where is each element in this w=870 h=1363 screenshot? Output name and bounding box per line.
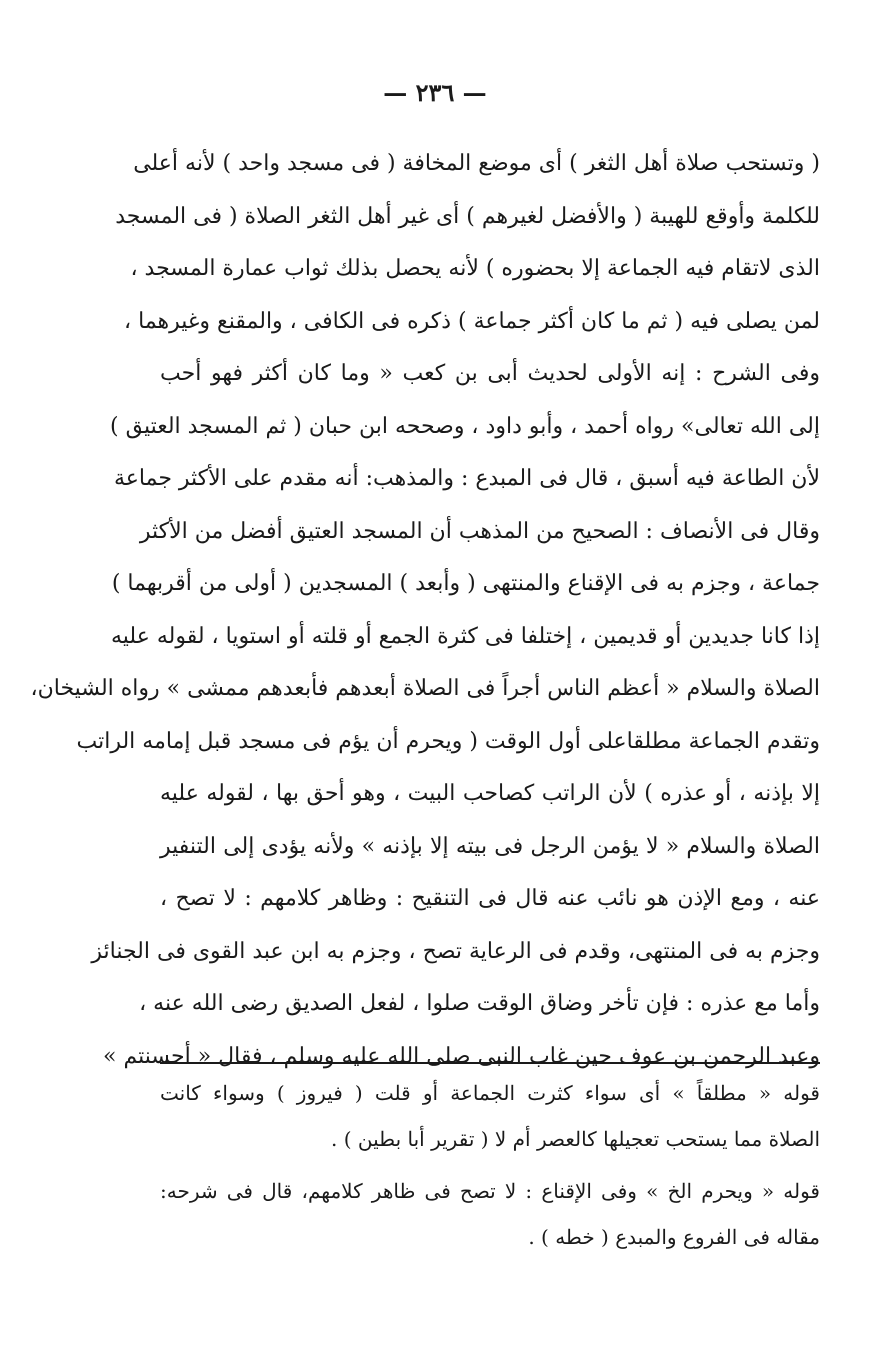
text-line: لأن الطاعة فيه أسبق ، قال فى المبدع : والمذهب: أنه مقدم على الأكثر جماعة [113,466,820,491]
footnote-separator [160,1062,820,1064]
footnote [160,1168,820,1260]
text-line: عنه ، ومع الإذن هو نائب عنه قال فى التنقيح : وظاهر كلامهم : لا تصح ، [160,886,820,911]
footnote-line: قوله « ويحرم الخ » وفى الإقناع : لا تصح فى ظاهر كلامهم، قال فى شرحه: [160,1179,820,1203]
text-line: ( وتستحب صلاة أهل الثغر ) أى موضع المخافة ( فى مسجد واحد ) لأنه أعلى [133,151,820,176]
footnote-line: مقاله فى الفروع والمبدع ( خطه ) . [528,1225,820,1249]
text-line: إذا كانا جديدين أو قديمين ، إختلفا فى كثرة الجمع أو قلته أو استويا ، لقوله عليه [111,623,820,649]
text-line: وأما مع عذره : فإن تأخر وضاق الوقت صلوا ، لفعل الصديق رضى الله عنه ، [139,991,820,1016]
text-line: وعبد الرحمن بن عوف حين غاب النبى صلى الله عليه وسلم ، فقال « أحسنتم » [103,1043,820,1069]
text-line: الصلاة والسلام « أعظم الناس أجراً فى الصلاة أبعدهم فأبعدهم ممشى » رواه الشيخان، [30,676,820,701]
footnote [160,1070,820,1162]
text-line: للكلمة وأوقع للهيبة ( والأفضل لغيرهم ) أى غير أهل الثغر الصلاة ( فى المسجد [115,203,820,229]
text-line: إلى الله تعالى» رواه أحمد ، وأبو داود ، وصححه ابن حبان ( ثم المسجد العتيق ) [110,413,820,439]
text-line: وقال فى الأنصاف : الصحيح من المذهب أن المسجد العتيق أفضل من الأكثر [139,518,820,544]
text-line: الذى لاتقام فيه الجماعة إلا بحضوره ) لأنه يحصل بذلك ثواب عمارة المسجد ، [130,256,820,281]
footnote-line: قوله « مطلقاً » أى سواء كثرت الجماعة أو قلت ( فيروز ) وسواء كانت [160,1081,820,1105]
footnotes [160,1070,820,1266]
text-line: لمن يصلى فيه ( ثم ما كان أكثر جماعة ) ذكره فى الكافى ، والمقنع وغيرهما ، [124,308,820,334]
text-line: وفى الشرح : إنه الأولى لحديث أبى بن كعب « وما كان أكثر فهو أحب [160,361,820,386]
text-line: إلا بإذنه ، أو عذره ) لأن الراتب كصاحب البيت ، وهو أحق بها ، لقوله عليه [160,781,820,806]
text-line: وتقدم الجماعة مطلقاعلى أول الوقت ( ويحرم أن يؤم فى مسجد قبل إمامه الراتب [76,728,820,754]
text-line: جماعة ، وجزم به فى الإقناع والمنتهى ( وأبعد ) المسجدين ( أولى من أقربهما ) [111,571,820,596]
main-text-body [30,138,820,1083]
footnote-line: الصلاة مما يستحب تعجيلها كالعصر أم لا ( تقرير أبا بطين ) . [331,1127,820,1151]
page-number: — ٢٣٦ — [383,78,487,107]
text-line: الصلاة والسلام « لا يؤمن الرجل فى بيته إلا بإذنه » ولأنه يؤدى إلى التنفير [160,833,820,859]
text-line: وجزم به فى المنتهى، وقدم فى الرعاية تصح ، وجزم به ابن عبد القوى فى الجنائز [91,938,820,964]
